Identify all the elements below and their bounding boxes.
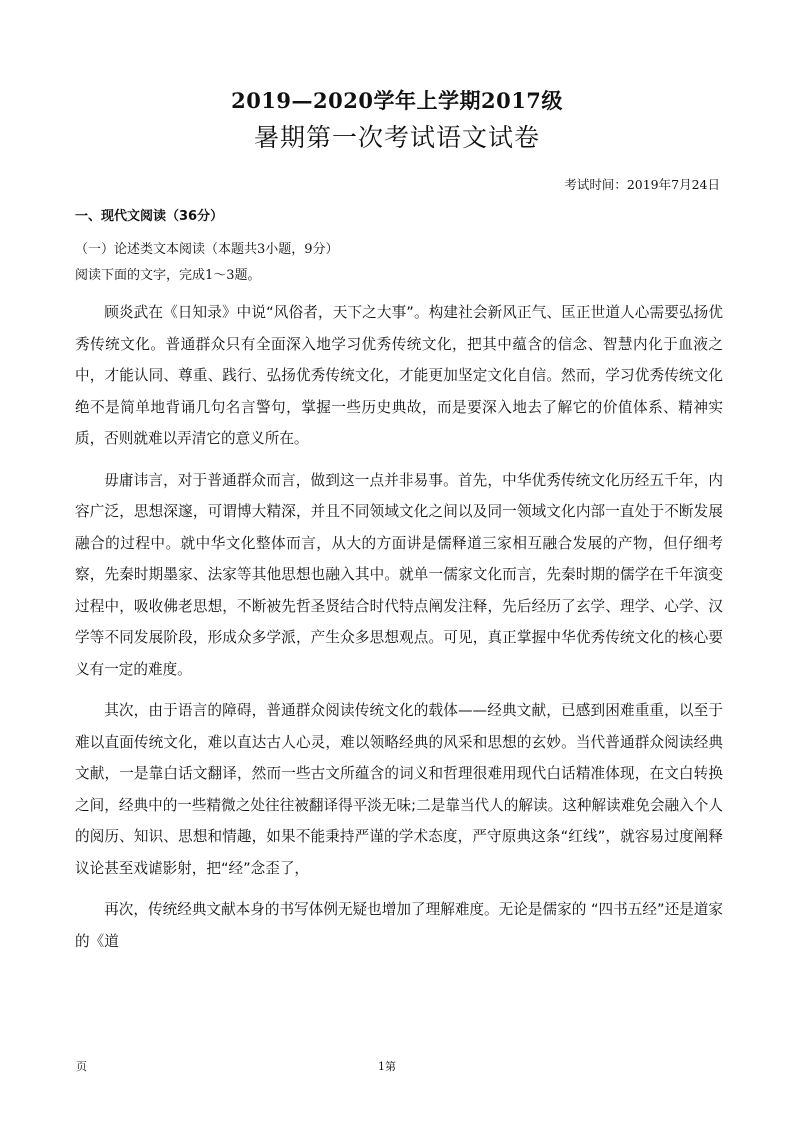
footer-page-label: 页	[76, 1060, 87, 1073]
section-heading: 一、现代文阅读（36分）	[75, 209, 224, 224]
reading-instruction: 阅读下面的文字，完成1～3题。	[75, 268, 261, 283]
passage-paragraph-1: 顾炎武在《日知录》中说“风俗者，天下之大事”。构建社会新风正气、匡正世道人心需要弘扬优秀传统文化。普通群众只有全面深入地学习优秀传统文化，把其中蕴含的信念、智慧内化于血液之中，才能认同、尊重、践行、弘扬优秀传统文化，才能更加坚定文化自信。然而，学习优秀传统文化绝不是简单地背诵几句名言警句，掌握一些历史典故，而是要深入地去了解它的价值体系、精神实质，否则就难以弄清它的意义所在。	[75, 304, 723, 447]
passage-paragraph-2: 毋庸讳言，对于普通群众而言，做到这一点并非易事。首先，中华优秀传统文化历经五千年，内容广泛，思想深邃，可谓博大精深，并且不同领域文化之间以及同一领域文化内部一直处于不断发展融合的过程中。就中华文化整体而言，从大的方面讲是儒释道三家相互融合发展的产物，但仔细考察，先秦时期墨家、法家等其他思想也融入其中。就单一儒家文化而言，先秦时期的儒学在千年演变过程中，吸收佛老思想，不断被先哲圣贤结合时代特点阐发注释，先后经历了玄学、理学、心学、汉学等不同发展阶段，形成众多学派，产生众多思想观点。可见，真正掌握中华优秀传统文化的核心要义有一定的难度。	[75, 471, 723, 678]
exam-title-year-line: 2019—2020学年上学期2017级	[231, 88, 563, 113]
passage-paragraph-4: 再次，传统经典文献本身的书写体例无疑也增加了理解难度。无论是儒家的 “四书五经”还是道家的《道	[75, 901, 723, 950]
exam-time: 考试时间：2019年7月24日	[564, 177, 720, 192]
exam-title: 暑期第一次考试语文试卷	[253, 123, 540, 152]
passage-paragraph-3: 其次，由于语言的障碍，普通群众阅读传统文化的载体——经典文献，已感到困难重重，以至于难以直面传统文化，难以直达古人心灵，难以领略经典的风采和思想的玄妙。当代普通群众阅读经典文献，一是靠白话文翻译，然而一些古文所蕴含的词义和哲理很难用现代白话精准体现，在文白转换之间，经典中的一些精微之处往往被翻译得平淡无味;二是靠当代人的解读。这种解读难免会融入个人的阅历、知识、思想和情趣，如果不能秉持严谨的学术态度，严守原典这条“红线”，就容易过度阐释议论甚至戏谑影射，把“经”念歪了，	[75, 702, 723, 877]
reading-passage	[75, 297, 723, 967]
subsection-heading: （一）论述类文本阅读（本题共3小题，9分）	[75, 242, 339, 257]
footer-page-number: 1第	[378, 1060, 396, 1073]
